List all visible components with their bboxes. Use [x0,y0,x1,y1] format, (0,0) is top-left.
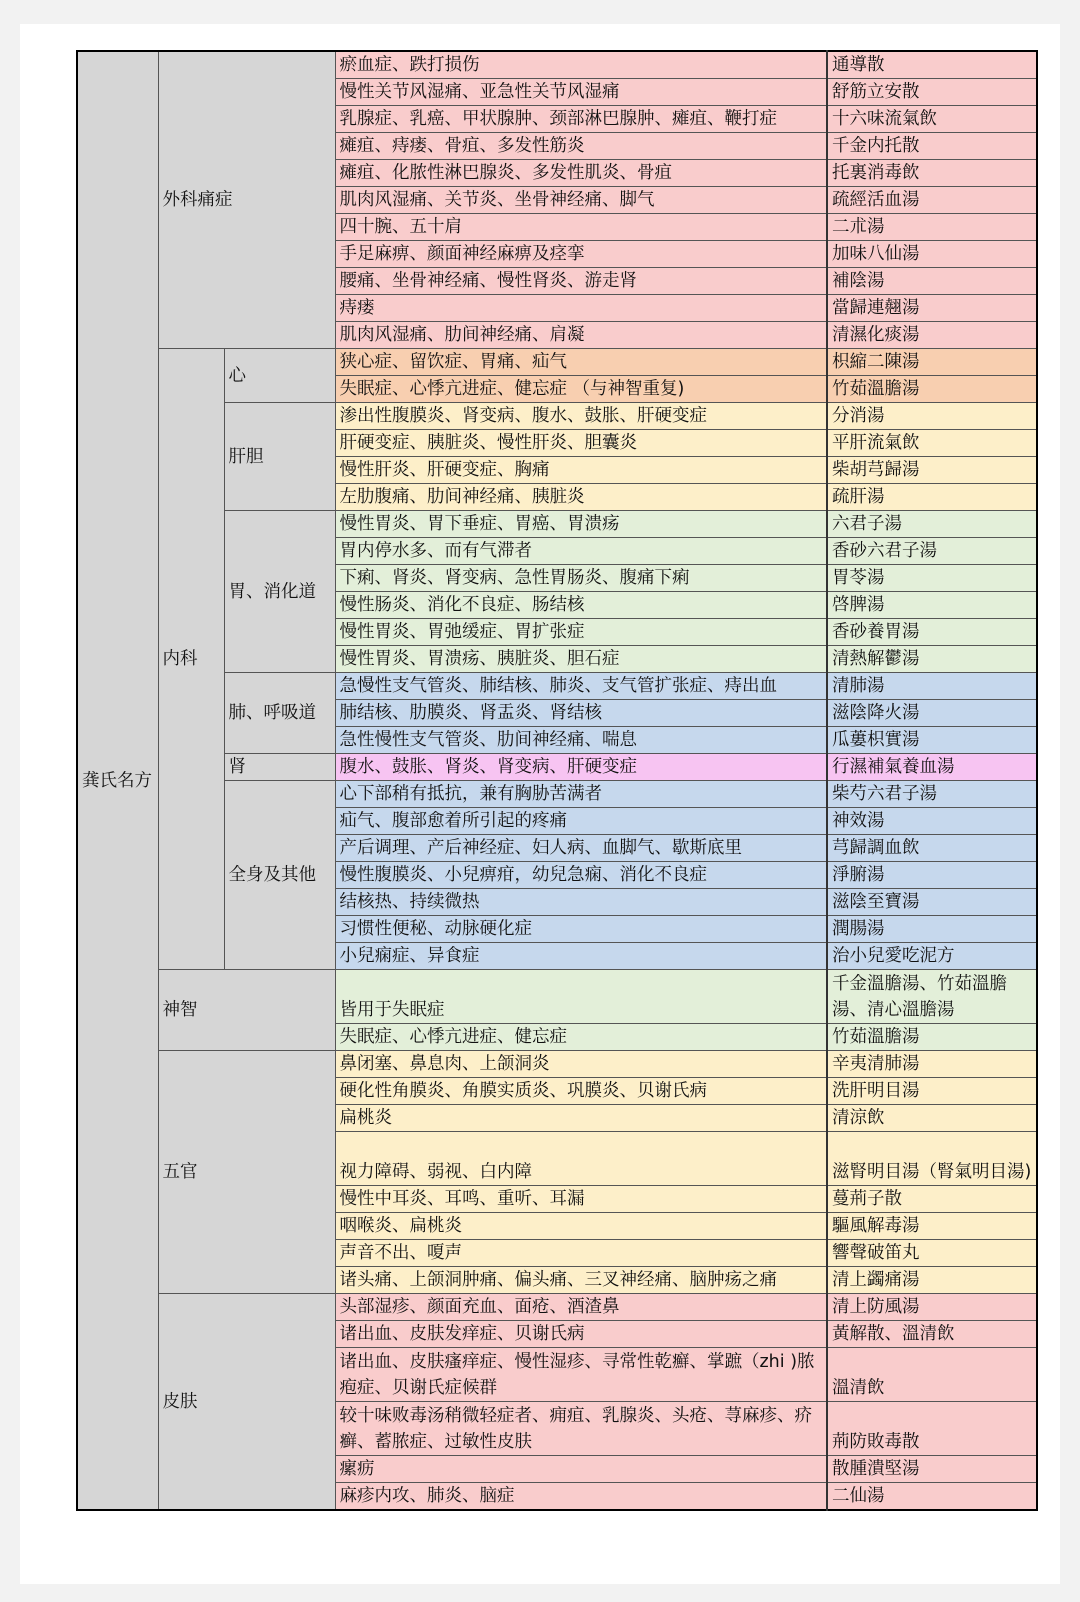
condition-cell: 疝气、腹部愈着所引起的疼痛 [335,808,827,835]
category-label: 外科痛症 [158,51,335,349]
condition-cell: 狭心症、留饮症、胃痛、疝气 [335,349,827,376]
formula-cell: 疏肝湯 [827,484,1037,511]
condition-cell: 诸头痛、上颌洞肿痛、偏头痛、三叉神经痛、脑肿疡之痛 [335,1267,827,1294]
condition-cell: 较十味败毒汤稍微轻症者、痈疽、乳腺炎、头疮、荨麻疹、疥癣、蓄脓症、过敏性皮肤 [335,1402,827,1456]
formula-cell: 辛夷清肺湯 [827,1051,1037,1078]
table-row [77,1051,1037,1078]
formula-cell: 潤腸湯 [827,916,1037,943]
formula-cell: 千金内托散 [827,133,1037,160]
condition-cell: 肝硬变症、胰脏炎、慢性肝炎、胆囊炎 [335,430,827,457]
formula-cell: 散腫潰堅湯 [827,1456,1037,1483]
condition-cell: 急性慢性支气管炎、肋间神经痛、喘息 [335,727,827,754]
condition-cell: 产后调理、产后神经症、妇人病、血脚气、歇斯底里 [335,835,827,862]
condition-cell: 急慢性支气管炎、肺结核、肺炎、支气管扩张症、痔出血 [335,673,827,700]
condition-cell: 肌肉风湿痛、肋间神经痛、肩凝 [335,322,827,349]
condition-cell: 乳腺症、乳癌、甲状腺肿、颈部淋巴腺肿、瘫疽、鞭打症 [335,106,827,133]
condition-cell: 痔瘘 [335,295,827,322]
condition-cell: 慢性肠炎、消化不良症、肠结核 [335,592,827,619]
formula-cell: 蔓荊子散 [827,1186,1037,1213]
formula-cell: 二仙湯 [827,1483,1037,1511]
condition-cell: 瘫疽、痔瘘、骨疽、多发性筋炎 [335,133,827,160]
category-label: 内科 [158,349,224,970]
subcategory-label: 肝胆 [224,403,335,511]
formula-cell: 神效湯 [827,808,1037,835]
formula-cell: 啓脾湯 [827,592,1037,619]
condition-cell: 头部湿疹、颜面充血、面疮、酒渣鼻 [335,1294,827,1321]
table-row [77,51,1037,79]
condition-cell: 慢性关节风湿痛、亚急性关节风湿痛 [335,79,827,106]
formula-cell: 溫清飲 [827,1348,1037,1402]
condition-cell: 胃内停水多、而有气滞者 [335,538,827,565]
subcategory-label: 肾 [224,754,335,781]
formula-cell: 千金溫膽湯、竹茹溫膽湯、清心溫膽湯 [827,970,1037,1024]
formula-cell: 清熱解鬱湯 [827,646,1037,673]
category-label: 五官 [158,1051,335,1294]
formula-cell: 瓜蔞枳實湯 [827,727,1037,754]
condition-cell: 左肋腹痛、肋间神经痛、胰脏炎 [335,484,827,511]
condition-cell: 瘀血症、跌打损伤 [335,51,827,79]
formula-cell: 當歸連翹湯 [827,295,1037,322]
spreadsheet-page [20,24,1060,1584]
condition-cell: 结核热、持续微热 [335,889,827,916]
category-label: 皮肤 [158,1294,335,1511]
formula-cell: 淨腑湯 [827,862,1037,889]
condition-cell: 手足麻痹、颜面神经麻痹及痉挛 [335,241,827,268]
formula-cell: 治小兒愛吃泥方 [827,943,1037,970]
formula-cell: 疏經活血湯 [827,187,1037,214]
condition-cell: 下痢、肾炎、肾变病、急性胃肠炎、腹痛下痢 [335,565,827,592]
subcategory-label: 全身及其他 [224,781,335,970]
category-label: 神智 [158,970,335,1051]
condition-cell: 麻疹内攻、肺炎、脑症 [335,1483,827,1511]
formula-cell: 十六味流氣飲 [827,106,1037,133]
condition-cell: 慢性胃炎、胃下垂症、胃癌、胃溃疡 [335,511,827,538]
subcategory-label: 心 [224,349,335,403]
condition-cell: 慢性腹膜炎、小兒痹疳，幼兒急痫、消化不良症 [335,862,827,889]
condition-cell: 瘫疽、化脓性淋巴腺炎、多发性肌炎、骨疽 [335,160,827,187]
formula-cell: 竹茹溫膽湯 [827,376,1037,403]
condition-cell: 硬化性角膜炎、角膜实质炎、巩膜炎、贝谢氏病 [335,1078,827,1105]
formula-cell: 分消湯 [827,403,1037,430]
condition-cell: 失眠症、心悸亢进症、健忘症 [335,1024,827,1051]
condition-cell: 声音不出、嗄声 [335,1240,827,1267]
formula-cell: 加味八仙湯 [827,241,1037,268]
formula-cell: 柴胡芎歸湯 [827,457,1037,484]
condition-cell: 慢性肝炎、肝硬变症、胸痛 [335,457,827,484]
formula-cell: 響聲破笛丸 [827,1240,1037,1267]
formula-cell: 荊防敗毒散 [827,1402,1037,1456]
formula-table-body [77,51,1037,1510]
condition-cell: 扁桃炎 [335,1105,827,1132]
condition-cell: 心下部稍有抵抗，兼有胸胁苦满者 [335,781,827,808]
formula-cell: 補陰湯 [827,268,1037,295]
formula-cell: 舒筋立安散 [827,79,1037,106]
formula-cell: 二朮湯 [827,214,1037,241]
condition-cell: 诸出血、皮肤瘙痒症、慢性湿疹、寻常性乾癬、掌蹠（zhi )脓疱症、贝谢氏症候群 [335,1348,827,1402]
formula-cell: 清肺湯 [827,673,1037,700]
condition-cell: 诸出血、皮肤发痒症、贝谢氏病 [335,1321,827,1348]
formula-cell: 香砂養胃湯 [827,619,1037,646]
formula-cell: 香砂六君子湯 [827,538,1037,565]
formula-cell: 平肝流氣飲 [827,430,1037,457]
condition-cell: 四十腕、五十肩 [335,214,827,241]
condition-cell: 鼻闭塞、鼻息肉、上颌洞炎 [335,1051,827,1078]
condition-cell: 瘰疬 [335,1456,827,1483]
formula-cell: 清濕化痰湯 [827,322,1037,349]
condition-cell: 慢性中耳炎、耳鸣、重听、耳漏 [335,1186,827,1213]
condition-cell: 咽喉炎、扁桃炎 [335,1213,827,1240]
formula-cell: 柴芍六君子湯 [827,781,1037,808]
formula-cell: 芎歸調血飲 [827,835,1037,862]
formula-cell: 清涼飲 [827,1105,1037,1132]
condition-cell: 腹水、鼓胀、肾炎、肾变病、肝硬变症 [335,754,827,781]
formula-cell: 竹茹溫膽湯 [827,1024,1037,1051]
formula-cell: 托裏消毒飲 [827,160,1037,187]
formula-cell: 通導散 [827,51,1037,79]
formula-cell: 枳縮二陳湯 [827,349,1037,376]
formula-cell: 驅風解毒湯 [827,1213,1037,1240]
condition-cell: 习惯性便秘、动脉硬化症 [335,916,827,943]
root-label-cell: 龚氏名方 [77,51,158,1510]
formula-cell: 行濕補氣養血湯 [827,754,1037,781]
formula-table [76,50,1038,1511]
formula-cell: 黃解散、溫清飲 [827,1321,1037,1348]
formula-cell: 滋腎明目湯（腎氣明目湯) [827,1132,1037,1186]
condition-cell: 慢性胃炎、胃弛缓症、胃扩张症 [335,619,827,646]
condition-cell: 失眠症、心悸亢进症、健忘症 （与神智重复) [335,376,827,403]
formula-cell: 洗肝明目湯 [827,1078,1037,1105]
condition-cell: 小兒痫症、异食症 [335,943,827,970]
table-row [77,1294,1037,1321]
condition-cell: 肺结核、肋膜炎、肾盂炎、肾结核 [335,700,827,727]
table-row [77,970,1037,1024]
condition-cell: 渗出性腹膜炎、肾变病、腹水、鼓胀、肝硬变症 [335,403,827,430]
formula-cell: 胃苓湯 [827,565,1037,592]
condition-cell: 肌肉风湿痛、关节炎、坐骨神经痛、脚气 [335,187,827,214]
subcategory-label: 胃、消化道 [224,511,335,673]
formula-cell: 滋陰降火湯 [827,700,1037,727]
condition-cell: 视力障碍、弱视、白内障 [335,1132,827,1186]
table-row [77,349,1037,376]
formula-cell: 六君子湯 [827,511,1037,538]
condition-cell: 慢性胃炎、胃溃疡、胰脏炎、胆石症 [335,646,827,673]
formula-cell: 清上蠲痛湯 [827,1267,1037,1294]
condition-cell: 皆用于失眠症 [335,970,827,1024]
formula-cell: 清上防風湯 [827,1294,1037,1321]
condition-cell: 腰痛、坐骨神经痛、慢性肾炎、游走肾 [335,268,827,295]
subcategory-label: 肺、呼吸道 [224,673,335,754]
formula-cell: 滋陰至寶湯 [827,889,1037,916]
